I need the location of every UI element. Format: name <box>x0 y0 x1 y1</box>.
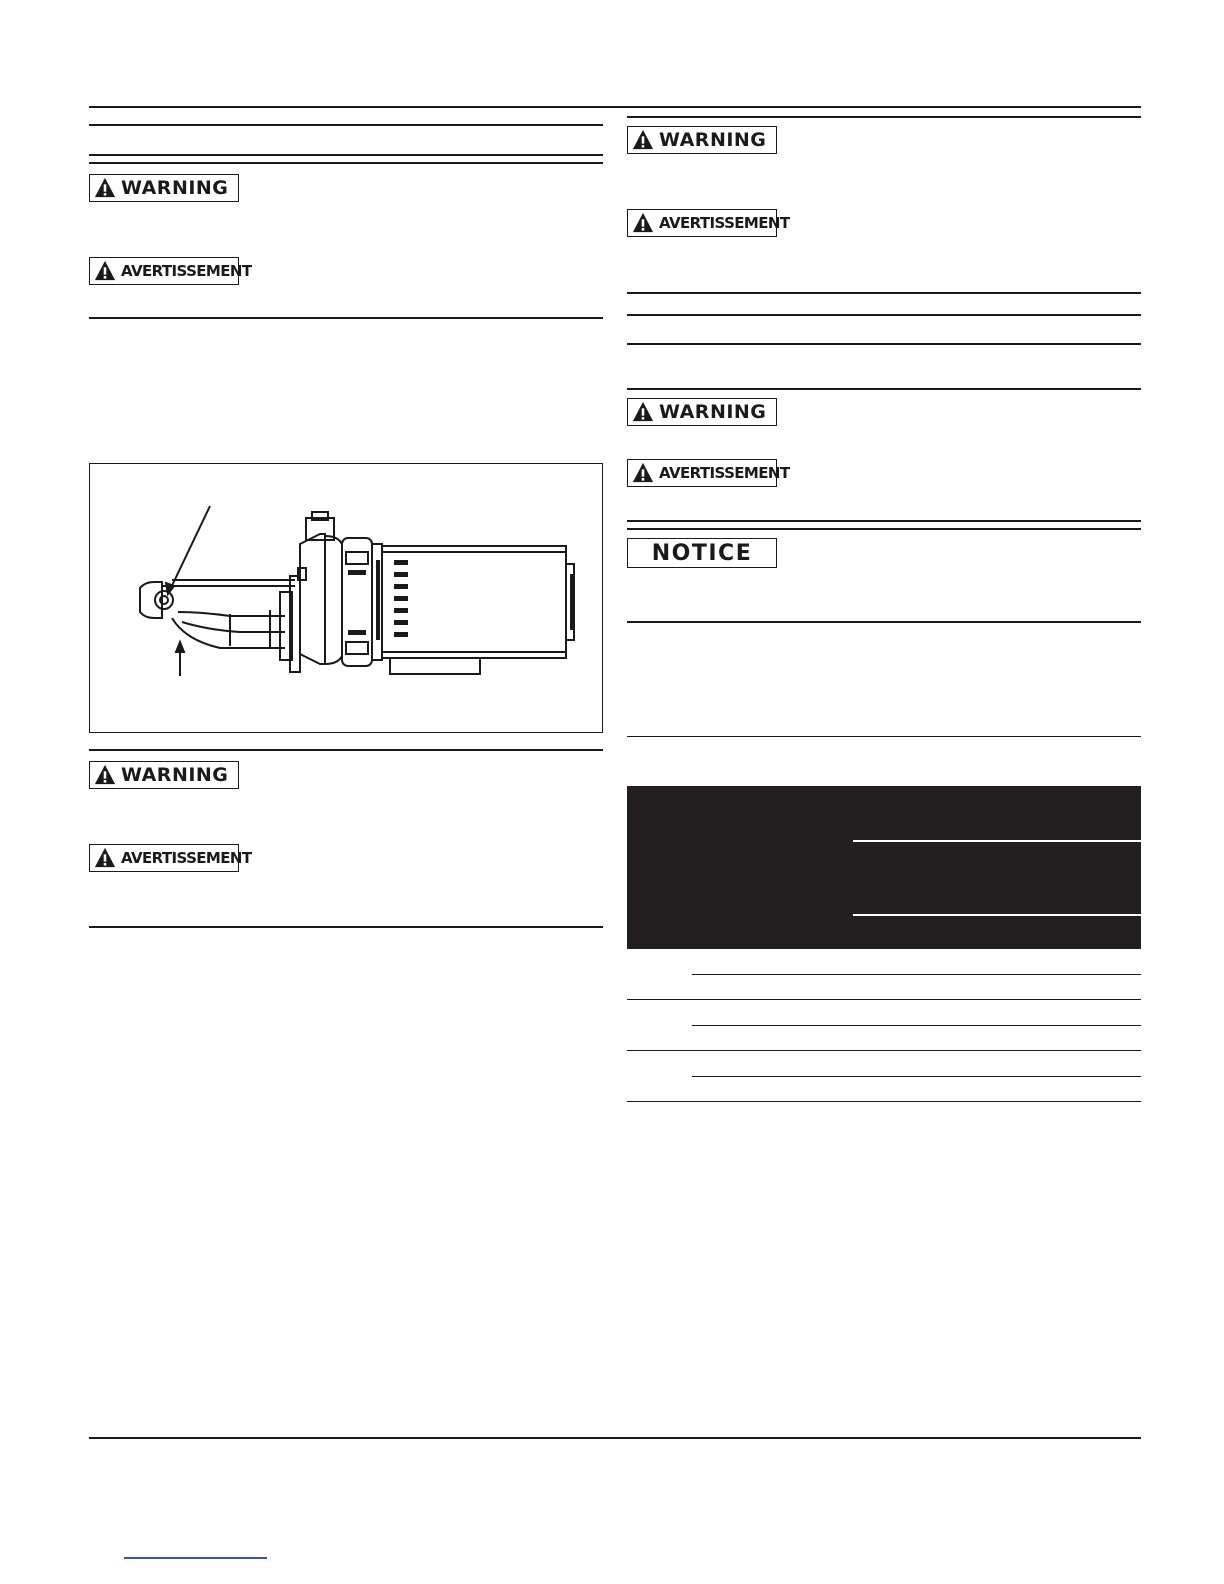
pump-figure <box>89 463 603 733</box>
warning-triangle-icon <box>632 401 654 423</box>
table-row-rule <box>627 1050 1141 1051</box>
avertissement-badge <box>89 844 252 872</box>
footer-link-underline[interactable] <box>124 1557 267 1559</box>
left-section-rule <box>89 926 603 928</box>
warning-label: WARNING <box>121 764 229 786</box>
left-section-rule <box>89 317 603 319</box>
warning-triangle-icon <box>632 212 654 234</box>
warning-triangle-icon <box>632 129 654 151</box>
warning-badge <box>627 398 777 426</box>
right-section-rule <box>627 621 1141 623</box>
top-rule <box>89 106 1141 108</box>
warning-triangle-icon <box>94 177 116 199</box>
right-section-rule <box>627 520 1141 522</box>
notice-badge <box>627 538 777 568</box>
jet-pump-illustration <box>90 464 601 731</box>
right-section-rule <box>627 388 1141 390</box>
avertissement-label: AVERTISSEMENT <box>121 849 252 867</box>
avertissement-badge <box>627 209 790 237</box>
table-header-block <box>627 786 1141 949</box>
avertissement-badge <box>89 257 252 285</box>
warning-triangle-icon <box>94 847 116 869</box>
right-section-rule <box>627 292 1141 294</box>
footer-rule <box>89 1437 1141 1439</box>
table-header-divider <box>853 914 1141 916</box>
warning-triangle-icon <box>632 462 654 484</box>
avertissement-label: AVERTISSEMENT <box>121 262 252 280</box>
left-section-rule <box>89 162 603 164</box>
avertissement-label: AVERTISSEMENT <box>659 214 790 232</box>
table-row-rule <box>692 974 1141 975</box>
warning-triangle-icon <box>94 260 116 282</box>
table-row-rule <box>692 1076 1141 1077</box>
table-row-rule <box>627 1101 1141 1102</box>
warning-label: WARNING <box>121 177 229 199</box>
right-section-rule <box>627 343 1141 345</box>
right-section-rule <box>627 528 1141 530</box>
right-section-rule <box>627 314 1141 316</box>
warning-label: WARNING <box>659 129 767 151</box>
warning-badge <box>627 126 777 154</box>
table-row-rule <box>692 1025 1141 1026</box>
left-section-rule <box>89 749 603 751</box>
avertissement-label: AVERTISSEMENT <box>659 464 790 482</box>
warning-triangle-icon <box>94 764 116 786</box>
warning-label: WARNING <box>659 401 767 423</box>
right-section-rule <box>627 116 1141 118</box>
table-header-divider <box>853 840 1141 842</box>
left-section-rule <box>89 154 603 156</box>
avertissement-badge <box>627 459 790 487</box>
warning-badge <box>89 761 239 789</box>
right-section-rule <box>627 736 1141 737</box>
left-section-rule <box>89 124 603 126</box>
warning-badge <box>89 174 239 202</box>
notice-label: NOTICE <box>651 540 753 566</box>
table-row-rule <box>627 999 1141 1000</box>
